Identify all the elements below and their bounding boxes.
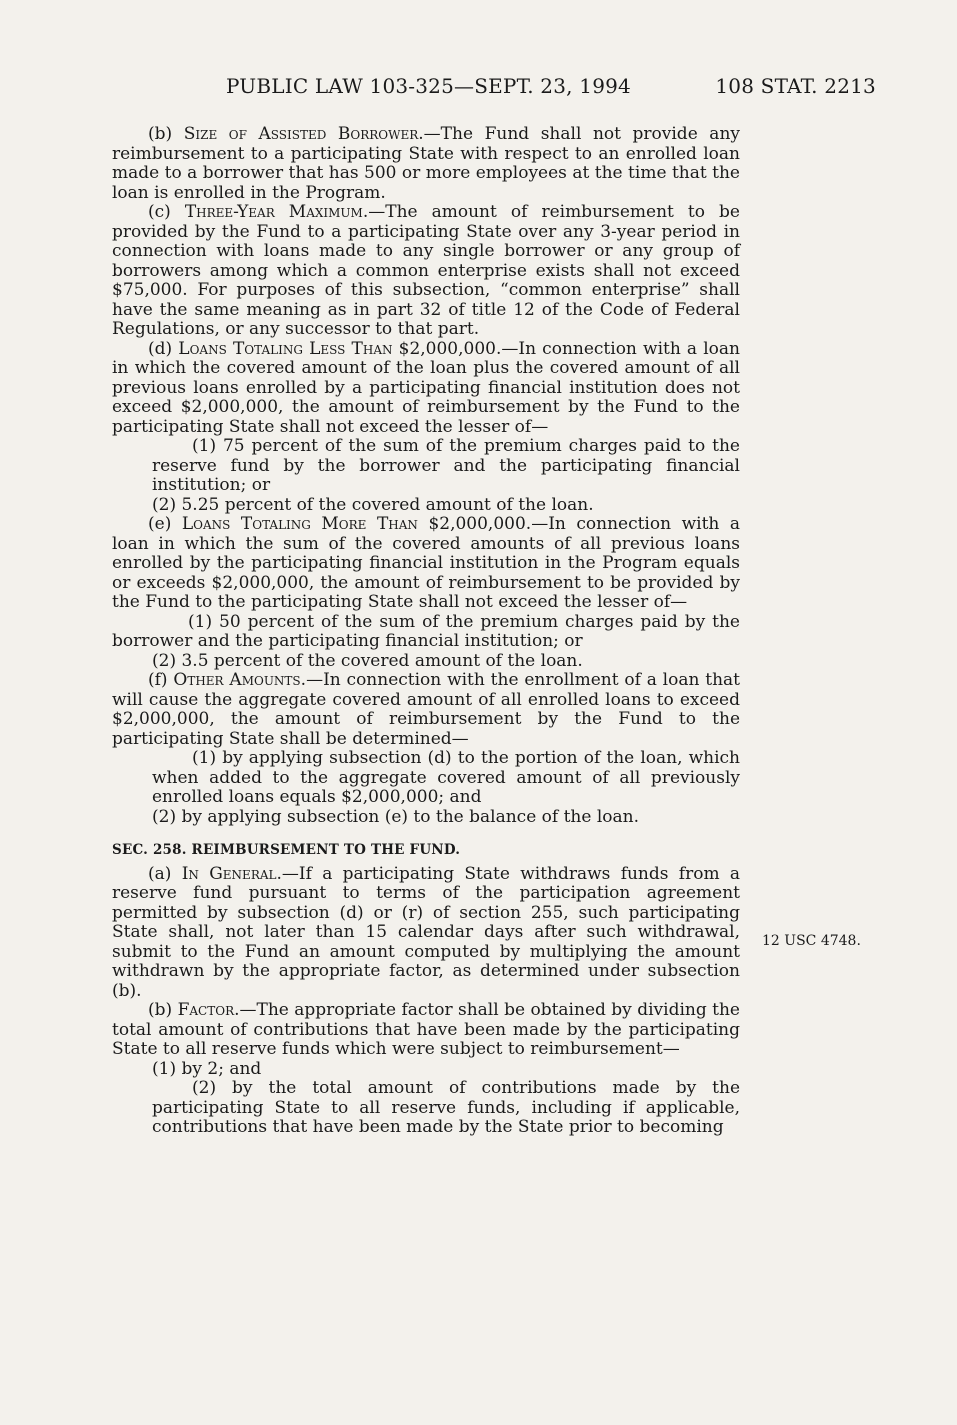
section-258-b: (b) Factor.—The appropriate factor shall be obtained by dividing the total amount of contributions that have been made by the participating State to all reserve funds which were subject to reimbursement—: [112, 1000, 740, 1059]
subsection-heading: Loans Totaling More Than $2,000,000.: [181, 514, 532, 534]
paragraph-d-2: (2) 5.25 percent of the covered amount of the loan.: [152, 494, 594, 515]
subsection-e: (e) Loans Totaling More Than $2,000,000.—In connection with a loan in which the sum of the covered amounts of all previous loans enrolled by the participating financial institution in the Program equals or exceeds $2,000,000, the amount of reimbursement to be provided by the Fund to the participating State shall not exceed the lesser of—: [112, 514, 740, 612]
page-header: [112, 74, 876, 104]
paragraph-258-b-2: (2) by the total amount of contributions made by the participating State to all reserve funds, including if applicable, contributions that have been made by the State prior to becoming: [152, 1078, 740, 1137]
document-body: [112, 125, 740, 1138]
subsection-f: (f) Other Amounts.—In connection with the enrollment of a loan that will cause the aggregate covered amount of all enrolled loans to exceed $2,000,000, the amount of reimbursement by the Fund to the participating State shall be determined—: [112, 670, 740, 749]
header-stat-page: 108 STAT. 2213: [715, 74, 876, 98]
paragraph-f-1: (1) by applying subsection (d) to the portion of the loan, which when added to the aggregate covered amount of all previously enrolled loans equals $2,000,000; and: [152, 748, 740, 807]
section-258-a: (a) In General.—If a participating State withdraws funds from a reserve fund pursuant to terms of the participation agreement permitted by subsection (d) or (r) of section 255, such participating State shall, not later than 15 calendar days after such withdrawal, submit to the Fund an amount computed by multiplying the amount withdrawn by the appropriate factor, as determined under subsection (b).: [112, 863, 740, 1001]
paragraph-d-1: (1) 75 percent of the sum of the premium charges paid to the reserve fund by the borrower and the participating financial institution; or: [152, 436, 740, 495]
subsection-b: (b) Size of Assisted Borrower.—The Fund shall not provide any reimbursement to a participating State with respect to an enrolled loan made to a borrower that has 500 or more employees at the time that the loan is enrolled in the Program.: [112, 124, 740, 203]
header-title: PUBLIC LAW 103-325—SEPT. 23, 1994: [226, 74, 631, 98]
paragraph-f-2: (2) by applying subsection (e) to the balance of the loan.: [152, 806, 640, 827]
subsection-heading: Loans Totaling Less Than $2,000,000.: [178, 338, 502, 359]
paragraph-e-2: (2) 3.5 percent of the covered amount of the loan.: [152, 650, 583, 671]
subsection-heading: Factor.: [177, 1000, 240, 1020]
section-258-heading: SEC. 258. REIMBURSEMENT TO THE FUND.: [112, 842, 461, 858]
paragraph-258-b-1: (1) by 2; and: [152, 1058, 262, 1079]
subsection-heading: Three-Year Maximum.: [184, 202, 369, 222]
subsection-heading: Size of Assisted Borrower.: [183, 124, 424, 144]
subsection-c: (c) Three-Year Maximum.—The amount of reimbursement to be provided by the Fund to a participating State over any 3-year period in connection with loans made to any single borrower or any group of borrowers among which a common enterprise exists shall not exceed $75,000. For purposes of this subsection, “common enterprise” shall have the same meaning as in part 32 of title 12 of the Code of Federal Regulations, or any successor to that part.: [112, 202, 740, 339]
subsection-heading: In General.: [181, 863, 282, 884]
usc-margin-note: 12 USC 4748.: [762, 933, 861, 949]
subsection-heading: Other Amounts.: [173, 670, 307, 690]
subsection-d: (d) Loans Totaling Less Than $2,000,000.—In connection with a loan in which the covered amount of the loan plus the covered amount of all previous loans enrolled by a participating financial institution does not exceed $2,000,000, the amount of reimbursement by the Fund to the participating State shall not exceed the lesser of—: [112, 338, 740, 437]
paragraph-e-1: (1) 50 percent of the sum of the premium charges paid by the borrower and the participating financial institution; or: [112, 611, 740, 651]
